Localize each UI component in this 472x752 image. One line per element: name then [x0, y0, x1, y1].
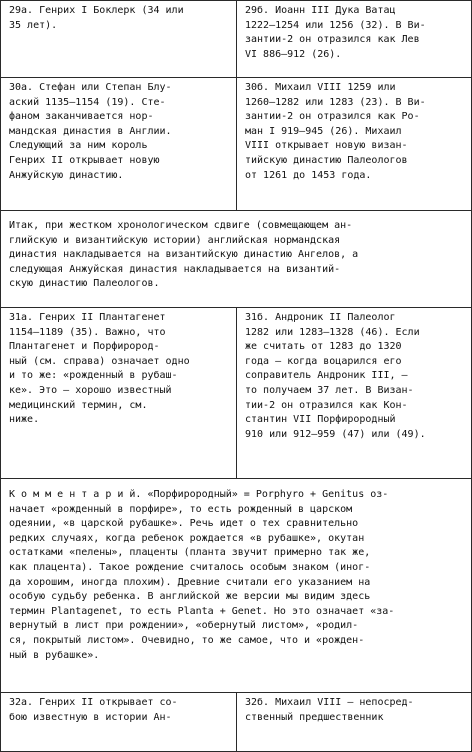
entry-30b-michael-viii: 30б. Михаил VIII 1259 или 1260–1282 или 1283 (23). В Ви- зантии-2 он отразился как Ро- ман I 919–945 (26). Михаил VIII открывает новую визан- тийскую династию Палеологов от 1261 до 1453 года. — [236, 77, 472, 211]
entry-29a-henry-i: 29а. Генрих I Боклерк (34 или 35 лет). — [0, 0, 237, 78]
entry-32a-henry-ii: 32а. Генрих II открывает со- бою известную в истории Ан- — [0, 692, 237, 752]
entry-32b-michael-viii: 32б. Михаил VIII – непосред- ственный предшественник — [236, 692, 472, 752]
entry-30a-stephen-of-blois: 30а. Стефан или Степан Блу- аский 1135–1154 (19). Сте- фаном заканчивается нор- мандская династия в Англии. Следующий за ним король Генрих II открывает новую Анжуйскую династию. — [0, 77, 237, 211]
entry-29b-john-iii-vatatzes: 29б. Иоанн III Дука Ватац 1222–1254 или 1256 (32). В Ви- зантии-2 он отразился как Лев VI 886–912 (26). — [236, 0, 472, 78]
entry-31b-andronicus-ii: 31б. Андроник II Палеолог 1282 или 1283–1328 (46). Если же считать от 1283 до 1320 года – когда воцарился его соправитель Андроник III, – то получаем 37 лет. В Визан- тии-2 он отразился как Кон- стантин VII Порфирородный 910 или 912–959 (47) или (49). — [236, 307, 472, 479]
commentary-porphyrogenitus: К о м м е н т а р и й. «Порфирородный» = Porphyro + Genitus оз- начает «рожденный в порфире», то есть рожденный в царском одеянии, «в царской рубашке». Речь идет о тех сравнительно редких случаях, когда ребенок рождается «в рубашке», окутан остатками «пелены», плаценты (планта звучит примерно так же, как плацента). Такое рождение считалось особым знаком (иног- да хорошим, иногда плохим). Древние считали его указанием на особую судьбу ребенка. В английской же версии мы видим здесь термин Plantagenet, то есть Planta + Genet. Но это означает «за- вернутый в лист при рождении», «обернутый листом», «родил- ся, покрытый листом». Очевидно, то же самое, что и «рожден- ный в рубашке». — [0, 478, 472, 693]
note-chronological-shift: Итак, при жестком хронологическом сдвиге (совмещающем ан- глийскую и византийскую истории) английская нормандская династия накладывается на византийскую династию Ангелов, а следующая Анжуйская династия накладывается на византий- скую династию Палеологов. — [0, 210, 472, 308]
entry-31a-henry-ii-plantagenet: 31а. Генрих II Плантагенет 1154–1189 (35). Важно, что Плантагенет и Порфирород- ный (см. справа) означает одно и то же: «рожденный в рубаш- ке». Это – хорошо известный медицинский термин, см. ниже. — [0, 307, 237, 479]
